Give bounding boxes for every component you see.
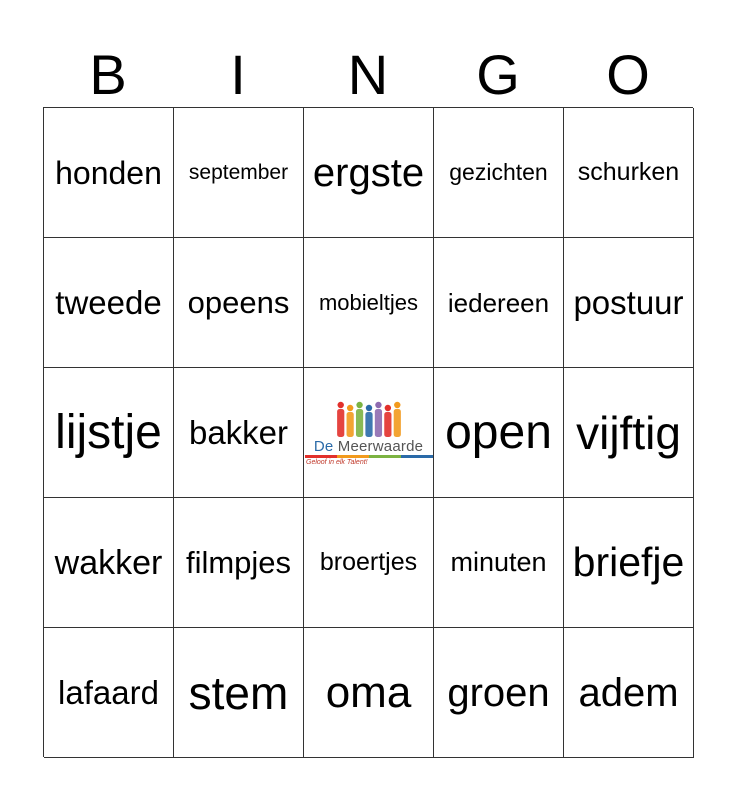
figure-body (374, 409, 381, 437)
bingo-cell: wakker (44, 498, 174, 628)
figure-body (365, 412, 372, 437)
bingo-cell: groen (434, 628, 564, 758)
logo-name-prefix: De (313, 437, 338, 455)
bingo-header (43, 42, 693, 108)
bingo-cell: filmpjes (174, 498, 304, 628)
bingo-cell: vijftig (564, 368, 694, 498)
logo-color-bar (305, 455, 433, 458)
logo-name (314, 439, 423, 454)
bingo-grid (43, 107, 693, 757)
bingo-cell: postuur (564, 238, 694, 368)
header-letter-g: G (476, 43, 520, 106)
bingo-cell: broertjes (304, 498, 434, 628)
header-letter-n: N (347, 43, 389, 106)
bingo-cell: honden (44, 108, 174, 238)
figure-body (393, 409, 400, 437)
bingo-cell: bakker (174, 368, 304, 498)
header-letter-i: I (230, 43, 246, 106)
figure-head (337, 401, 343, 407)
bingo-cell: tweede (44, 238, 174, 368)
header-letter-o: O (606, 43, 650, 106)
bingo-cell: lijstje (44, 368, 174, 498)
bingo-cell: iedereen (434, 238, 564, 368)
header-letter-b: B (89, 43, 127, 106)
figure-body (337, 409, 344, 437)
bingo-cell: oma (304, 628, 434, 758)
bingo-cell: ergste (304, 108, 434, 238)
figure-head (384, 404, 390, 410)
figure-head (394, 401, 400, 407)
figure-body (355, 409, 362, 437)
figure-head (356, 401, 362, 407)
figure-head (346, 404, 352, 410)
bingo-cell: gezichten (434, 108, 564, 238)
figure-head (365, 404, 371, 410)
bingo-cell: schurken (564, 108, 694, 238)
bingo-cell: mobieltjes (304, 238, 434, 368)
logo-name-rest: Meerwaarde (337, 437, 424, 455)
figure-body (384, 412, 391, 437)
logo-tagline: Geloof in elk Talent! (306, 458, 368, 466)
bingo-cell: adem (564, 628, 694, 758)
bingo-cell: open (434, 368, 564, 498)
bingo-cell: lafaard (44, 628, 174, 758)
bingo-cell: stem (174, 628, 304, 758)
bingo-cell: september (174, 108, 304, 238)
people-figures-icon (336, 400, 402, 438)
bingo-cell: minuten (434, 498, 564, 628)
figure-head (375, 401, 381, 407)
figure-body (346, 412, 353, 437)
bingo-cell: briefje (564, 498, 694, 628)
free-space-logo (304, 368, 434, 498)
bingo-cell: opeens (174, 238, 304, 368)
